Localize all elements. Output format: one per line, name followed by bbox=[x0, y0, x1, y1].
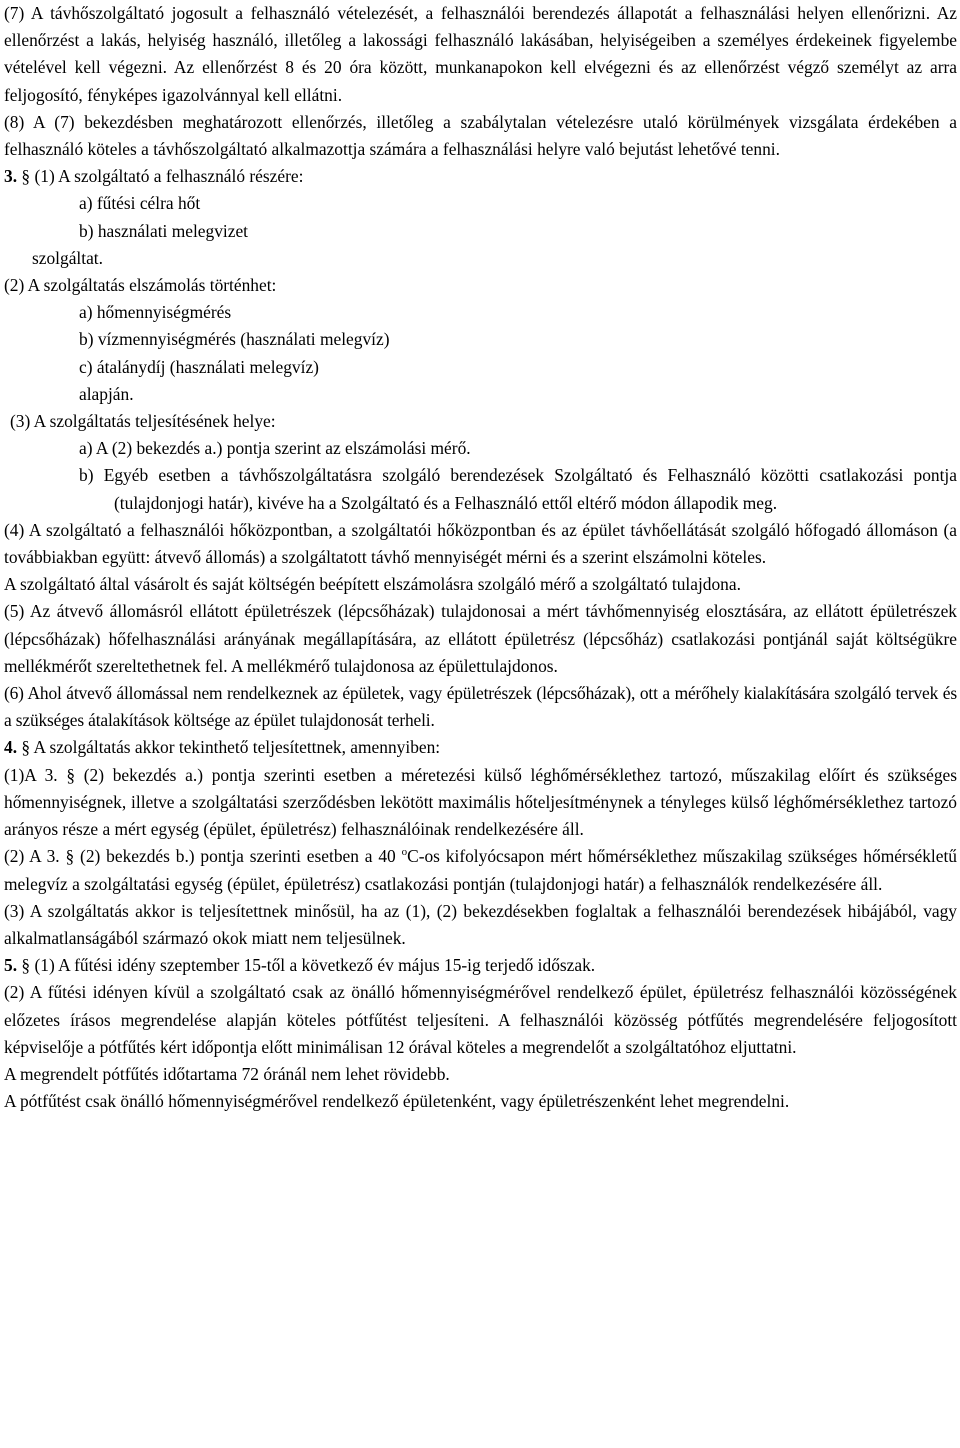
section-sign: § bbox=[21, 166, 31, 187]
section-5-para-2: (2) A fűtési idényen kívül a szolgáltató csak az önálló hőmennyiségmérővel rendelkező épület, épületrész felhasználói közösségének előzetes írásos megrendelése alapján köteles pótfűtést teljesíteni. A felhasználói közösség pótfűtés megrendelésére feljogosított képviselője a pótfűtés kért időpontja előtt minimálisan 12 órával köteles a megrendelőt a szolgáltatóhoz eljuttatni. bbox=[4, 982, 957, 1057]
section-4-heading bbox=[4, 734, 957, 761]
section-3-para-2-closing: alapján. bbox=[79, 383, 134, 404]
section-3-para-2-item-c: c) átalánydíj (használati melegvíz) bbox=[79, 356, 319, 377]
section-3-para-6: (6) Ahol átvevő állomással nem rendelkeznek az épületek, vagy épületrészek (lépcsőházak), ott a mérőhely kialakítására szolgáló tervek és a szükséges átalakítások költsége az épület tulajdonosát terheli. bbox=[4, 683, 957, 731]
section-3-para-3-item-a: a) A (2) bekezdés a.) pontja szerint az elszámolási mérő. bbox=[79, 438, 471, 459]
section-3-para-2: (2) A szolgáltatás elszámolás történhet: bbox=[4, 275, 277, 296]
degree-superscript: o bbox=[401, 846, 408, 859]
section-3-para-4-ownership: A szolgáltató által vásárolt és saját költségén beépített elszámolásra szolgáló mérő a szolgáltató tulajdona. bbox=[4, 574, 741, 595]
paragraph-7-sentence-2: Az ellenőrzést a lakás, helyiség használó, illetőleg a lakossági felhasználó lakásában, helyiségeiben a személyes érdekeinek figyelembe vételével kell végezni. bbox=[4, 3, 958, 78]
section-sign: § bbox=[21, 737, 31, 758]
section-3-para-3-item-b: b) Egyéb esetben a távhőszolgáltatásra szolgáló berendezések Szolgáltató és Felhasználó közötti csatlakozási pontja (tulajdonjogi határ), kivéve ha a Szolgáltató és a Felhasználó ettől eltérő módon állapodik meg. bbox=[79, 465, 957, 513]
section-5-heading bbox=[4, 952, 957, 979]
section-4-para-2-text: (2) A 3. § (2) bekezdés b.) pontja szerinti esetben a 40 bbox=[4, 846, 402, 867]
section-3-heading bbox=[4, 163, 957, 190]
section-4-para-2 bbox=[4, 843, 957, 897]
section-3-number: 3. bbox=[4, 166, 18, 187]
section-3-para-5: (5) Az átvevő állomásról ellátott épületrészek (lépcsőházak) tulajdonosai a mért távhőmennyiség elosztására, az ellátott épületrészek (lépcsőházak) hőfelhasználási arányának megállapítására, az ellátott épületrész (lépcsőház) csatlakozási pontjánál saját költségükre mellékmérőt szereltethetnek fel. A mellékmérő tulajdonosa az épülettulajdonos. bbox=[4, 601, 957, 676]
section-3-para-4: (4) A szolgáltató a felhasználói hőközpontban, a szolgáltatói hőközpontban és az épület távhőellátását szolgáló hőfogadó állomáson (a továbbiakban együtt: átvevő állomás) a szolgáltatott távhő mennyiségét mérni és a szerint elszámolni köteles. bbox=[4, 519, 957, 568]
paragraph-7-sentence-1: (7) A távhőszolgáltató jogosult a felhasználó vételezését, a felhasználói berendezés állapotát a felhasználási helyen ellenőrizni. bbox=[4, 3, 931, 23]
section-3-closing: szolgáltat. bbox=[32, 247, 103, 268]
section-5-intro: (1) A fűtési idény szeptember 15-től a következő év május 15-ig terjedő időszak. bbox=[34, 955, 596, 976]
section-3-item-a: a) fűtési célra hőt bbox=[79, 193, 201, 214]
section-sign: § bbox=[21, 955, 31, 976]
section-4-para-2-text-cont: C-os kifolyócsapon mért hőmérséklethez műszakilag szükséges hőmérsékletű melegvíz a szolgáltatási egység (épület, épületrész) csatlakozási pontján (tulajdonjogi határ) a felhasználók rendelkezésére áll. bbox=[4, 846, 957, 894]
paragraph-8: (8) A (7) bekezdésben meghatározott ellenőrzés, illetőleg a szabálytalan vételezésre utaló körülmények vizsgálata érdekében a felhasználó köteles a távhőszolgáltató alkalmazottja számára a felhasználási helyre való bejutást lehetővé tenni. bbox=[4, 111, 957, 160]
section-4-intro: A szolgáltatás akkor tekinthető teljesítettnek, amennyiben: bbox=[33, 737, 441, 758]
paragraph-7 bbox=[4, 0, 957, 109]
section-3-item-b: b) használati melegvizet bbox=[79, 220, 248, 241]
section-3-para-2-item-b: b) vízmennyiségmérés (használati melegvíz) bbox=[79, 329, 390, 350]
paragraph-7-sentence-3: Az ellenőrzést 8 és 20 óra között, munkanapokon kell elvégezni és az ellenőrzést végző személyt az arra feljogosító, fényképes igazolvánnyal kell ellátni. bbox=[4, 57, 957, 105]
section-3-para-2-item-a: a) hőmennyiségmérés bbox=[79, 302, 232, 323]
section-4-para-3: (3) A szolgáltatás akkor is teljesítettnek minősül, ha az (1), (2) bekezdésekben foglaltak a felhasználói berendezések hibájából, vagy alkalmatlanságából származó okok miatt nem teljesülnek. bbox=[4, 900, 957, 948]
section-3-para-3: (3) A szolgáltatás teljesítésének helye: bbox=[10, 411, 276, 432]
section-5-para-2-duration: A megrendelt pótfűtés időtartama 72 óránál nem lehet rövidebb. bbox=[4, 1063, 450, 1084]
section-5-para-2-condition: A pótfűtést csak önálló hőmennyiségmérővel rendelkező épületenként, vagy épületrészenként lehet megrendelni. bbox=[4, 1091, 790, 1112]
section-5-number: 5. bbox=[4, 955, 18, 976]
section-4-para-1: (1)A 3. § (2) bekezdés a.) pontja szerinti esetben a méretezési külső léghőmérséklethez tartozó, műszakilag előírt és szükséges hőmennyiségnek, illetve a szolgáltatási szerződésben lekötött maximális hőteljesítménynek a tényleges külső léghőmérséklethez tartozó arányos része a mért egység (épület, épületrész) felhasználóinak rendelkezésére áll. bbox=[4, 764, 957, 840]
section-3-intro: (1) A szolgáltató a felhasználó részére: bbox=[34, 166, 304, 187]
section-4-number: 4. bbox=[4, 737, 18, 758]
